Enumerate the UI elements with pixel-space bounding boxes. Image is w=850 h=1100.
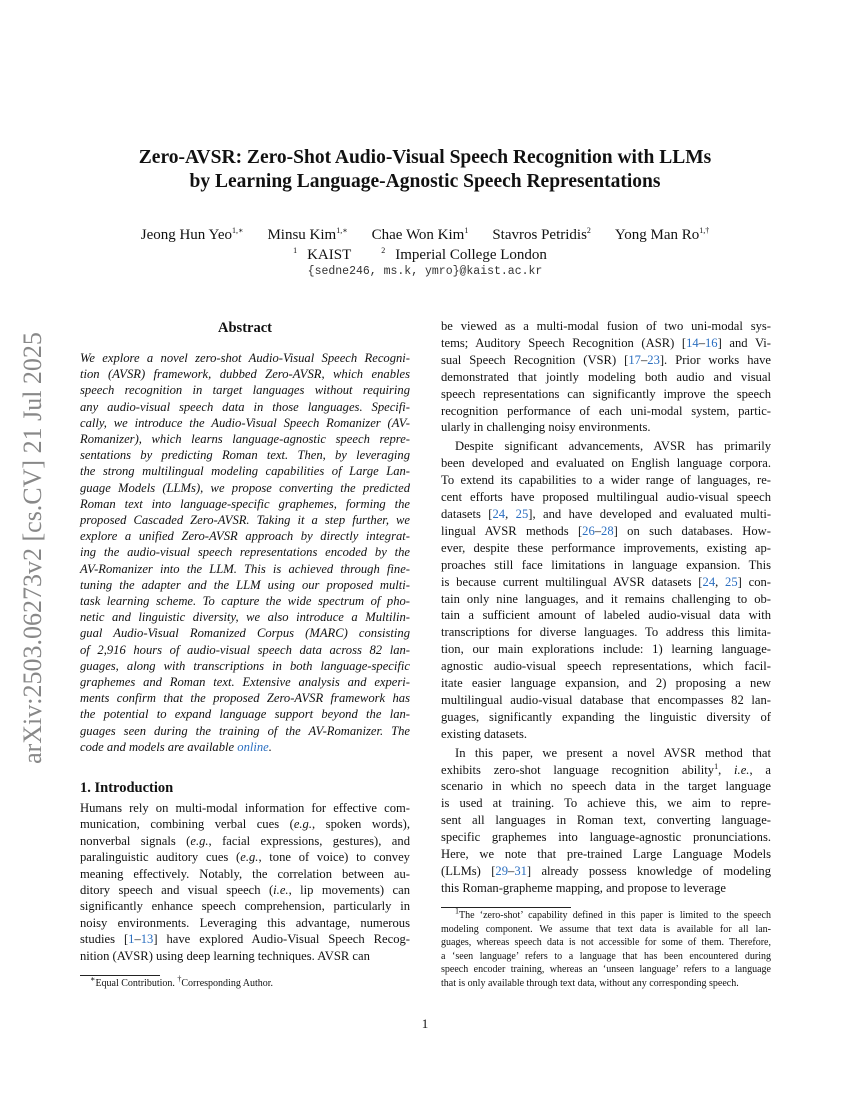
text-segment: ditory speech and visual speech ( (80, 883, 274, 898)
text-line: that is only available through text data, without any corresponding speech. (441, 977, 739, 989)
text-line: Despite significant advancements, AVSR has primarily (455, 439, 771, 454)
author-name: Chae Won Kim (371, 227, 465, 243)
text-line: Humans rely on multi-modal information for effective com- (80, 801, 410, 815)
footnote-mark: † (177, 974, 182, 984)
emphasis-text: e.g. (190, 833, 209, 848)
text-line: cent efforts have proposed multilingual audio-visual speech (441, 490, 771, 505)
text-segment: , (505, 506, 516, 521)
text-line: guages, significantly expanding the linguistic diversity of (441, 709, 771, 724)
affiliation-name: KAIST (307, 247, 352, 263)
text-line (441, 863, 771, 880)
author-affiliation-mark: 1,∗ (232, 226, 244, 235)
text-line (80, 974, 410, 990)
emphasis-text: i.e. (273, 883, 289, 898)
text-line: the strong multilingual modeling capabilities of Large Lan- (80, 464, 410, 479)
text-line: tain only nine languages, and it remains challenging to ob- (441, 591, 771, 606)
affiliation-list (0, 245, 850, 265)
affiliation (293, 247, 361, 263)
affiliation-name: Imperial College London (395, 247, 547, 263)
text-line: tion, our main explorations include: 1) learning language- (441, 642, 771, 657)
text-line (80, 849, 410, 865)
text-line (441, 335, 771, 352)
text-segment: , (718, 762, 735, 777)
text-segment: tems; Auditory Speech Recognition (ASR) [ (441, 335, 687, 350)
text-line (441, 506, 771, 523)
citation-link[interactable]: 16 (705, 335, 718, 350)
arxiv-identifier[interactable]: arXiv:2503.06273v2 [cs.CV] 21 Jul 2025 (18, 332, 47, 764)
text-line: tain a sufficient amount of labeled audio-visual data with (441, 608, 771, 623)
text-segment: The ‘zero-shot’ capability defined in this paper is limited to the speech (459, 910, 771, 921)
text-line: meaning effectively. Notably, the correlation between au- (80, 866, 410, 881)
citation-link[interactable]: 24 (492, 506, 506, 521)
citation-link[interactable]: 25 (515, 506, 529, 521)
text-segment: , a (749, 762, 772, 777)
text-line: To extend its capabilities to a wider range of languages, re- (441, 473, 771, 488)
affiliation-mark: 1 (293, 246, 298, 255)
citation-link[interactable]: 29 (495, 864, 509, 878)
text-line: speech encoder training, whereas an ‘unseen language’ refers to a language (441, 964, 771, 976)
text-line (441, 523, 771, 540)
paragraph (441, 438, 771, 742)
text-line: ever, despite these performance improvements, existing ap- (441, 540, 771, 555)
text-segment: Equal Contribution. (95, 978, 178, 989)
author (141, 227, 244, 243)
text-segment: ] and Vi- (717, 335, 771, 350)
text-line (80, 882, 410, 898)
author-emails: {sedne246, ms.k, ymro}@kaist.ac.kr (307, 265, 543, 278)
text-line: recognition performance of each uni-modal system, partic- (441, 403, 771, 418)
text-line: ularly in challenging noisy environments. (441, 420, 651, 435)
paragraph (80, 800, 410, 964)
author-name: Stavros Petridis (492, 227, 587, 243)
text-line: is used at training. To achieve this, we aim to repre- (441, 796, 771, 811)
text-line: ing the audio-visual speech representations encoded by the (80, 545, 410, 560)
citation-link[interactable]: 14 (686, 335, 699, 350)
text-segment: studies [ (80, 932, 129, 947)
affiliation (381, 247, 557, 263)
text-segment: – (698, 335, 705, 350)
text-segment: , lip movements) can (288, 883, 410, 898)
text-line: significantly enhance speech comprehension, particularly in (80, 899, 410, 914)
text-line: agnostic audio-visual speech representations, which facil- (441, 659, 771, 674)
text-segment: ] have explored Audio-Visual Speech Recog- (153, 932, 410, 947)
text-line: specific graphemes into language-agnostic pronunciations. (441, 830, 771, 845)
text-segment: lingual AVSR methods [ (441, 523, 583, 538)
text-segment: . (268, 739, 272, 754)
text-line (441, 906, 771, 923)
footnote-mark: 1 (455, 906, 459, 916)
section-heading-introduction: 1. Introduction (80, 780, 174, 796)
text-segment: munication, combining verbal cues ( (80, 817, 294, 832)
citation-link[interactable]: 26 (582, 523, 595, 538)
text-segment: ] on such databases. How- (613, 523, 771, 538)
text-line: guage Models (LLMs), we propose converting the predicted (80, 480, 410, 495)
paragraph (80, 350, 410, 755)
text-line (441, 762, 771, 779)
text-line: tion (AVSR) framework, dubbed Zero-AVSR, which enables (80, 367, 410, 382)
emphasis-text: i.e. (734, 762, 750, 777)
author (492, 227, 591, 243)
text-segment: , tone of voice) to convey (258, 850, 410, 865)
citation-link[interactable]: 28 (601, 523, 614, 538)
text-line (441, 574, 771, 591)
text-line: cally, we introduce the Audio-Visual Speech Romanizer (AV- (80, 415, 410, 430)
emphasis-text: e.g. (240, 850, 259, 865)
text-segment: ], and have developed and evaluated multi- (528, 506, 772, 521)
author-name: Yong Man Ro (614, 227, 700, 243)
paragraph (441, 318, 771, 436)
text-segment: ] already possess knowledge of modeling (526, 864, 771, 878)
footnote-mark: 1 (714, 761, 719, 771)
text-segment: , spoken words), (312, 817, 410, 832)
paragraph (441, 906, 771, 991)
text-line: multilingual audio-visual database that encompasses 82 lan- (441, 692, 771, 707)
text-line: proposed Cascaded Zero-AVSR. Taking it a step further, we (80, 513, 410, 528)
citation-link[interactable]: 17 (628, 352, 641, 367)
text-segment: – (134, 932, 141, 947)
citation-link[interactable]: 31 (514, 864, 527, 878)
affiliation-mark: 2 (381, 246, 386, 255)
text-line: graphemes and Roman text. Extensive analysis and experi- (80, 675, 410, 690)
text-line: modeling component. We assume that text data is available for all lan- (441, 923, 771, 935)
text-line: guages, along with transcriptions in both language-specific (80, 658, 410, 673)
author-affiliation-mark: 2 (586, 226, 591, 235)
author (615, 227, 709, 243)
abstract-body (80, 350, 410, 755)
footnote-left (80, 974, 410, 990)
paragraph (441, 745, 771, 897)
author-list (0, 225, 850, 245)
text-line: proaches still face limitations in language expansion. This (441, 557, 771, 572)
text-line: ments confirm that the proposed Zero-AVSR framework has (80, 691, 410, 706)
abstract-heading (80, 320, 410, 337)
text-line: speech recognition in target languages without requiring (80, 383, 410, 398)
text-line: netic and linguistic diversity, we also introduce a Multilin- (80, 610, 410, 625)
text-segment: – (508, 864, 515, 878)
footnote-rule (441, 907, 571, 908)
text-line (80, 739, 410, 755)
text-line: demonstrated that jointly modeling both audio and visual (441, 369, 771, 384)
text-line: itate easier language expansion, and 2) proposing a new (441, 676, 771, 691)
text-line: Romanizer), which learns language-agnostic speech repre- (80, 432, 410, 447)
text-line: tuning the adapter and the LLM using our proposed multi- (80, 577, 410, 592)
text-segment: , facial expressions, gestures), and (208, 833, 410, 848)
text-line (441, 352, 771, 369)
text-line: gual Audio-Visual Romanized Corpus (MARC) consisting (80, 626, 410, 641)
text-line: of 2,916 hours of audio-visual speech data across 82 lan- (80, 642, 410, 657)
citation-link[interactable]: 25 (725, 574, 738, 589)
text-line: We explore a novel zero-shot Audio-Visual Speech Recogni- (80, 351, 410, 365)
text-line: the potential to expand language support beyond the lan- (80, 707, 410, 722)
paper-title (0, 146, 850, 194)
author-block (0, 225, 850, 265)
author-affiliation-mark: 1,† (699, 226, 710, 235)
text-line: been developed and evaluated on English language corpora. (441, 456, 771, 471)
paragraph (80, 974, 410, 990)
text-segment: , (715, 574, 726, 589)
text-line (80, 833, 410, 849)
text-segment: exhibits zero-shot language recognition ability (441, 762, 715, 777)
text-line (80, 931, 410, 947)
citation-link[interactable]: 13 (140, 932, 154, 947)
author-name: Minsu Kim (267, 227, 337, 243)
page-number: 1 (421, 1016, 429, 1031)
intro-right-column (441, 318, 771, 897)
text-segment: code and models are available (80, 739, 238, 754)
text-line: noisy environments. Leveraging this advantage, numerous (80, 915, 410, 930)
title-line: Zero-AVSR: Zero-Shot Audio-Visual Speech Recognition with LLMs (138, 147, 712, 168)
text-line: sent all languages in Roman text, converting language- (441, 813, 771, 828)
text-line: be viewed as a multi-modal fusion of two uni-modal sys- (441, 319, 771, 333)
author (372, 227, 469, 243)
text-line: guages, whereas speech data is not accessible for some of them. Therefore, (441, 937, 771, 949)
abstract-heading-text: Abstract (218, 320, 272, 336)
citation-link[interactable]: online (237, 739, 269, 754)
text-line: guages seen during the training of the AV-Romanizer. The (80, 723, 410, 738)
text-line: Roman text into language-specific graphemes, forming the (80, 496, 410, 511)
footnote-mark: ∗ (90, 974, 96, 984)
text-line: In this paper, we present a novel AVSR method that (455, 745, 771, 760)
text-segment: (LLMs) [ (441, 864, 496, 878)
text-segment: paralinguistic auditory cues ( (80, 850, 241, 865)
text-line: scenario in which no speech data in the target language (441, 779, 771, 794)
text-segment: is because current multilingual AVSR datasets [ (441, 574, 703, 589)
text-line: sentations by predicting Roman text. Then, by leveraging (80, 448, 410, 463)
text-segment: nonverbal signals ( (80, 833, 191, 848)
text-line: explore a unified Zero-AVSR approach by directly integrat- (80, 529, 410, 544)
footnote-right (441, 906, 771, 991)
intro-left-column (80, 800, 410, 964)
text-line: AV-Romanizer into the LLM. This is achieved through fine- (80, 561, 410, 576)
emphasis-text: e.g. (293, 817, 312, 832)
text-line (80, 816, 410, 832)
text-segment: ] con- (737, 574, 771, 589)
text-segment: Corresponding Author. (181, 978, 274, 989)
text-line: transcriptions for diverse languages. To address this limita- (441, 625, 771, 640)
citation-link[interactable]: 24 (702, 574, 716, 589)
text-line: existing datasets. (441, 726, 528, 741)
citation-link[interactable]: 1 (128, 932, 135, 947)
citation-link[interactable]: 23 (647, 352, 660, 367)
author (267, 227, 347, 243)
text-segment: datasets [ (441, 506, 493, 521)
text-line: nition (AVSR) using deep learning techniques. AVSR can (80, 948, 370, 963)
text-line: task learning scheme. To capture the wide spectrum of pho- (80, 594, 410, 609)
text-segment: ]. Prior works have (659, 352, 771, 367)
author-affiliation-mark: 1,∗ (336, 226, 348, 235)
text-segment: – (594, 523, 602, 538)
text-line: any audio-visual speech data in those languages. Specifi- (80, 399, 410, 414)
text-line: a ‘seen language’ refers to a language that has been encountered during (441, 950, 771, 962)
text-line: this Roman-grapheme mapping, and propose to leverage (441, 880, 727, 895)
text-segment: sual Speech Recognition (VSR) [ (441, 352, 629, 367)
title-line: by Learning Language-Agnostic Speech Representations (189, 171, 661, 192)
text-line: Here, we note that pre-trained Large Language Models (441, 847, 771, 862)
text-segment: – (640, 352, 648, 367)
author-name: Jeong Hun Yeo (140, 227, 232, 243)
text-line: speech representations can significantly improve the speech (441, 386, 771, 401)
author-affiliation-mark: 1 (464, 226, 469, 235)
